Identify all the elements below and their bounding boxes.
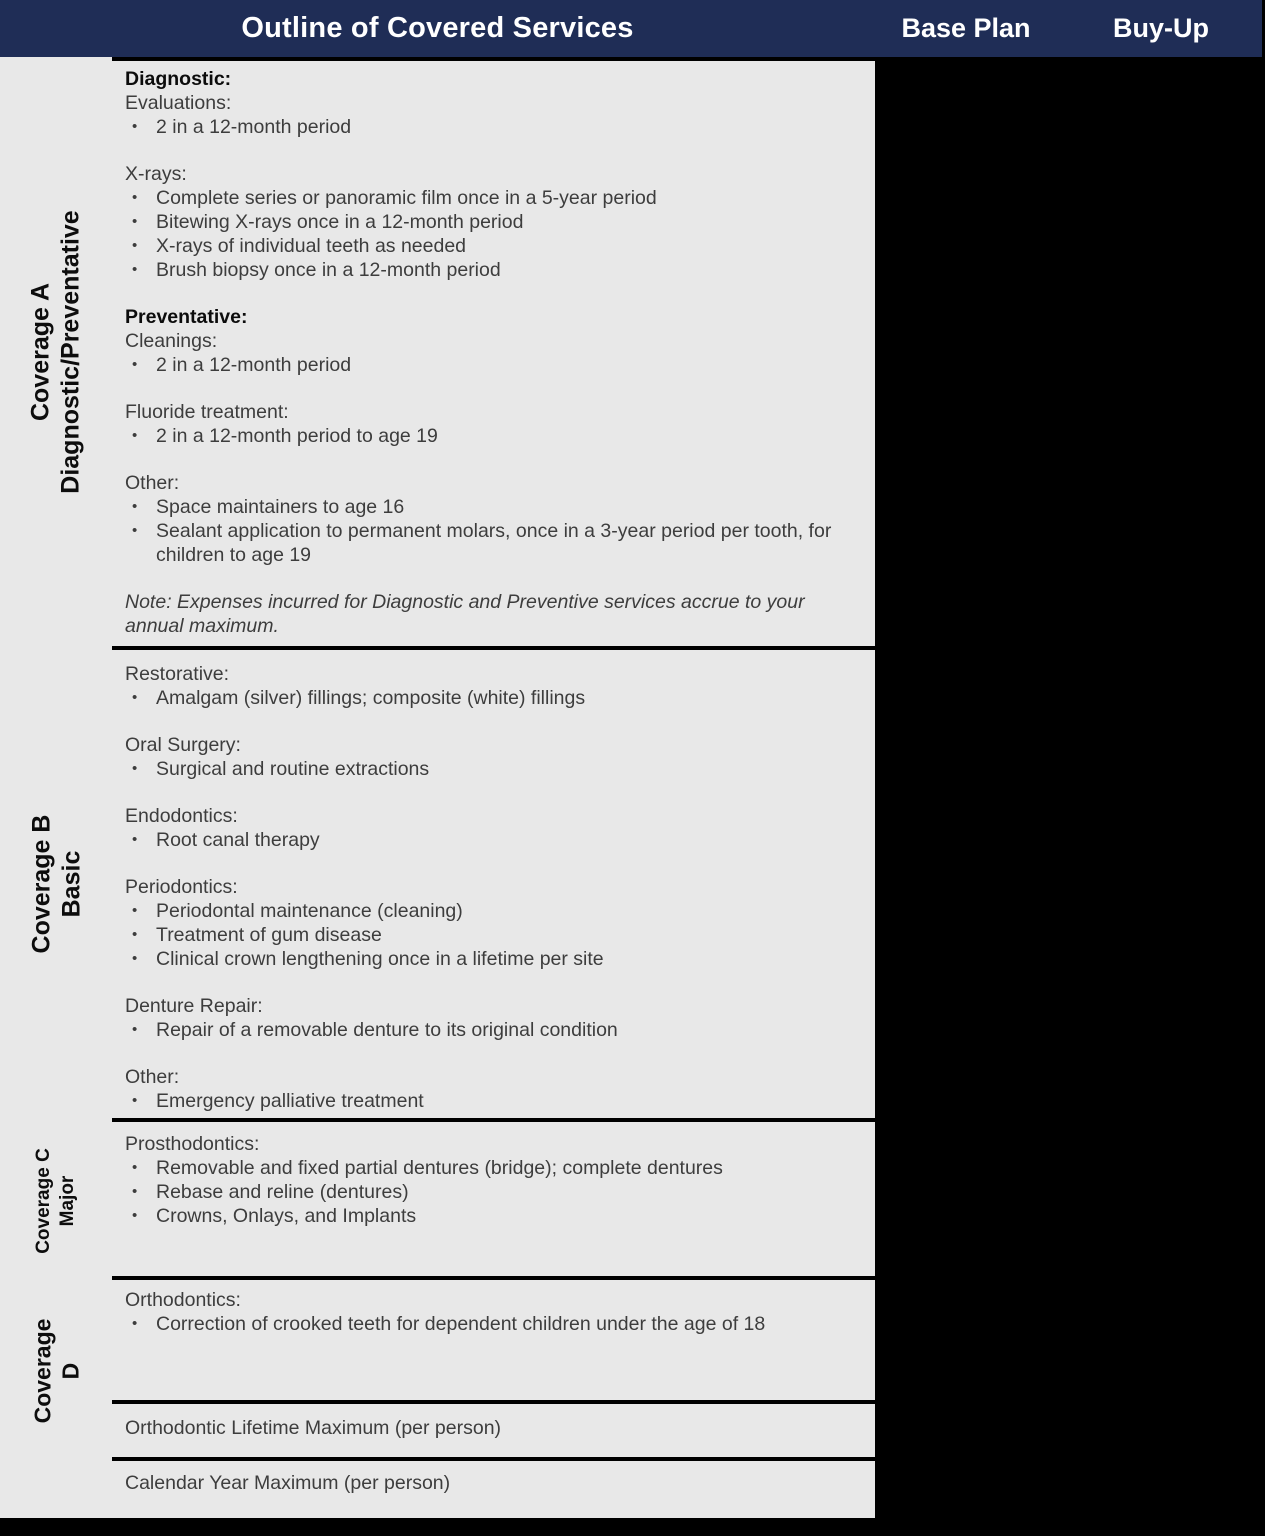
- bullet-icon: •: [132, 831, 138, 848]
- bullet-icon: •: [132, 213, 138, 230]
- service-group: [125, 1065, 855, 1113]
- service-item-text: 2 in a 12-month period to age 19: [156, 425, 438, 447]
- service-group: [125, 162, 855, 282]
- service-category-heading: X-rays:: [125, 163, 187, 185]
- service-item-text: Amalgam (silver) fillings; composite (white) fillings: [156, 687, 586, 709]
- service-item-text: Surgical and routine extractions: [156, 758, 430, 780]
- service-item-text: Root canal therapy: [156, 829, 320, 851]
- service-group: [125, 67, 855, 91]
- service-item: [125, 686, 855, 710]
- buyup-column-header: Buy-Up: [1113, 13, 1209, 43]
- coverage-d-section: [112, 1280, 875, 1404]
- service-category-heading: Prosthodontics:: [125, 1133, 260, 1155]
- service-item-text: Emergency palliative treatment: [156, 1090, 424, 1112]
- service-item: [125, 757, 855, 781]
- service-item-text: Brush biopsy once in a 12-month period: [156, 259, 501, 281]
- service-category-heading: Fluoride treatment:: [125, 401, 289, 423]
- base-plan-column-header: Base Plan: [901, 13, 1031, 43]
- service-item: [125, 1089, 855, 1113]
- service-item: [125, 1312, 855, 1336]
- service-category-heading: Periodontics:: [125, 876, 238, 898]
- service-group: [125, 1132, 855, 1228]
- service-item-text: Sealant application to permanent molars, once in a 3-year period per tooth, for children to age 19: [156, 520, 832, 566]
- service-category-heading: Evaluations:: [125, 92, 232, 114]
- bullet-icon: •: [132, 1207, 138, 1224]
- service-group: [125, 733, 855, 781]
- service-item-text: Crowns, Onlays, and Implants: [156, 1205, 417, 1227]
- service-category-heading: Restorative:: [125, 663, 230, 685]
- service-item: [125, 1204, 855, 1228]
- service-group: [125, 994, 855, 1042]
- coverage-b-label: [0, 650, 112, 1118]
- coverage-c-label-text: [32, 1148, 80, 1254]
- coverage-a-label-line1: Coverage A: [27, 282, 55, 421]
- service-item: [125, 519, 855, 567]
- service-item: [125, 210, 855, 234]
- coverage-a-note: Note: Expenses incurred for Diagnostic and Preventive services accrue to your annual maximum.: [125, 591, 805, 637]
- coverage-c-label-line2: Major: [56, 1175, 78, 1227]
- service-category-heading: Endodontics:: [125, 805, 238, 827]
- service-item-text: Bitewing X-rays once in a 12-month period: [156, 211, 524, 233]
- service-category-heading: Other:: [125, 472, 180, 494]
- ortho-lifetime-max-label: Orthodontic Lifetime Maximum (per person): [125, 1417, 502, 1439]
- table-title: Outline of Covered Services: [241, 12, 634, 44]
- service-item: [125, 258, 855, 282]
- bullet-icon: •: [132, 237, 138, 254]
- bullet-icon: •: [132, 1315, 138, 1332]
- service-item: [125, 353, 855, 377]
- coverage-d-label-line2: D: [56, 1362, 83, 1379]
- bullet-icon: •: [132, 427, 138, 444]
- bullet-icon: •: [132, 902, 138, 919]
- service-item: [125, 1018, 855, 1042]
- service-category-heading: Diagnostic:: [125, 68, 232, 90]
- coverage-a-label-line2: Diagnostic/Preventative: [57, 209, 85, 494]
- coverage-c-label-line1: Coverage C: [32, 1148, 54, 1254]
- service-item: [125, 1180, 855, 1204]
- service-item: [125, 234, 855, 258]
- bullet-icon: •: [132, 1021, 138, 1038]
- service-category-heading: Denture Repair:: [125, 995, 263, 1017]
- service-item: [125, 186, 855, 210]
- coverage-b-label-line1: Coverage B: [27, 814, 56, 954]
- coverage-a-label: [0, 57, 112, 646]
- bullet-icon: •: [132, 1159, 138, 1176]
- service-item-text: Complete series or panoramic film once in a 5-year period: [156, 187, 657, 209]
- service-item-text: Rebase and reline (dentures): [156, 1181, 409, 1203]
- service-item: [125, 923, 855, 947]
- service-category-heading: Preventative:: [125, 306, 248, 328]
- bullet-icon: •: [132, 1092, 138, 1109]
- service-group: [125, 400, 855, 448]
- service-item-text: Periodontal maintenance (cleaning): [156, 900, 463, 922]
- bullet-icon: •: [132, 926, 138, 943]
- service-group: [125, 662, 855, 710]
- service-category-heading: Cleanings:: [125, 330, 218, 352]
- coverage-c-label: [0, 1122, 112, 1280]
- service-category-heading: Oral Surgery:: [125, 734, 241, 756]
- coverage-a-label-text: [26, 210, 86, 493]
- bullet-icon: •: [132, 760, 138, 777]
- bullet-icon: •: [132, 189, 138, 206]
- ortho-lifetime-max-row: [112, 1404, 875, 1461]
- service-item-text: Treatment of gum disease: [156, 924, 382, 946]
- bullet-icon: •: [132, 498, 138, 515]
- service-item: [125, 115, 855, 139]
- bullet-icon: •: [132, 356, 138, 373]
- service-item-text: X-rays of individual teeth as needed: [156, 235, 467, 257]
- service-group: [125, 91, 855, 139]
- service-item: [125, 1156, 855, 1180]
- service-item: [125, 828, 855, 852]
- service-category-heading: Other:: [125, 1066, 180, 1088]
- table-header: [0, 0, 1262, 57]
- coverage-b-section: [112, 650, 875, 1122]
- bullet-icon: •: [132, 118, 138, 135]
- service-item: [125, 495, 855, 519]
- service-group: [125, 305, 855, 329]
- service-item-text: Repair of a removable denture to its original condition: [156, 1019, 618, 1041]
- coverage-b-label-line2: Basic: [57, 850, 86, 918]
- service-item-text: Correction of crooked teeth for dependent children under the age of 18: [156, 1313, 766, 1335]
- coverage-a-section: [112, 61, 875, 650]
- coverage-d-label-line1: Coverage: [28, 1318, 55, 1423]
- service-item: [125, 899, 855, 923]
- service-item: [125, 947, 855, 971]
- coverage-d-label-text: [28, 1318, 84, 1423]
- service-item-text: 2 in a 12-month period: [156, 116, 352, 138]
- services-column: [112, 57, 875, 1518]
- service-group: [125, 471, 855, 567]
- service-item-text: Space maintainers to age 16: [156, 496, 405, 518]
- coverage-label-column: [0, 57, 112, 1518]
- calendar-year-max-row: [112, 1461, 875, 1518]
- service-group: [125, 804, 855, 852]
- service-category-heading: Orthodontics:: [125, 1289, 241, 1311]
- bullet-icon: •: [132, 1183, 138, 1200]
- service-item-text: Clinical crown lengthening once in a lifetime per site: [156, 948, 604, 970]
- bullet-icon: •: [132, 950, 138, 967]
- bullet-icon: •: [132, 689, 138, 706]
- service-item-text: 2 in a 12-month period: [156, 354, 352, 376]
- coverage-b-label-text: [26, 815, 86, 954]
- bullet-icon: •: [132, 522, 138, 539]
- plan-values-panel: [875, 57, 1265, 1536]
- bullet-icon: •: [132, 261, 138, 278]
- service-item: [125, 424, 855, 448]
- service-group: [125, 329, 855, 377]
- service-item-text: Removable and fixed partial dentures (bridge); complete dentures: [156, 1157, 723, 1179]
- coverage-d-label: [0, 1280, 112, 1461]
- service-group: [125, 875, 855, 971]
- service-group: [125, 1288, 855, 1336]
- coverage-c-section: [112, 1122, 875, 1280]
- calendar-year-max-label: Calendar Year Maximum (per person): [125, 1472, 451, 1494]
